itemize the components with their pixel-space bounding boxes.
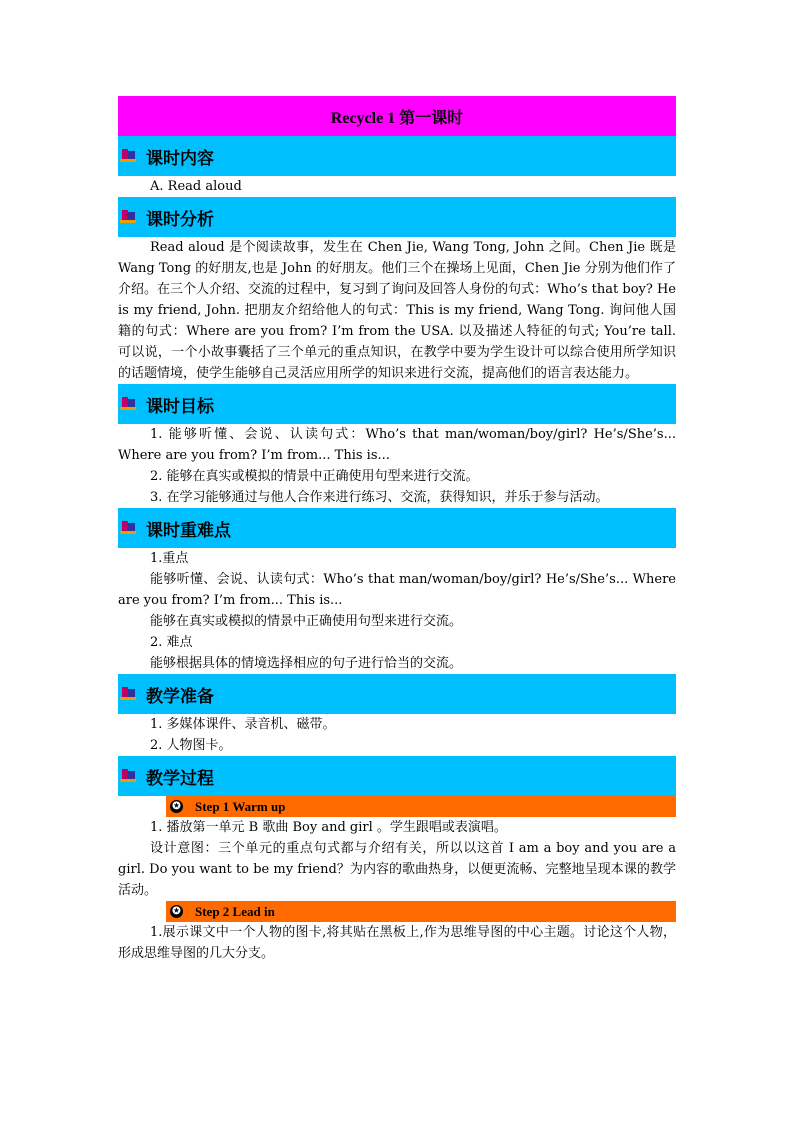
goal-item: 3. 在学习能够通过与他人合作来进行练习、交流，获得知识，并乐于参与活动。: [150, 490, 609, 505]
step-line: 1.展示课文中一个人物的图卡,将其贴在黑板上,作为思维导图的中心主题。讨论这个人物，形成思维导图的几大分支。: [118, 925, 676, 961]
goal-item: 1. 能够听懂、会说、认读句式：Who’s that man/woman/boy/girl? He’s/She’s... Where are you from? I’m from... This is...: [118, 427, 676, 463]
book-stack-icon: [122, 687, 136, 701]
step-label: Step 2 Lead in: [195, 903, 275, 919]
prep-line: 1. 多媒体课件、录音机、磁带。: [150, 717, 336, 732]
content-line: A. Read aloud: [150, 179, 242, 194]
goal-item: 2. 能够在真实或模拟的情景中正确使用句型来进行交流。: [150, 469, 479, 484]
section-heading: 课时内容: [146, 148, 214, 169]
section-heading: 课时分析: [146, 209, 214, 230]
keypoint-line: 能够听懂、会说、认读句式：Who’s that man/woman/boy/girl? He’s/She’s... Where are you from? I’m from... This is...: [118, 572, 676, 608]
analysis-text: Read aloud 是个阅读故事，发生在 Chen Jie, Wang Tong, John 之间。Chen Jie 既是 Wang Tong 的好朋友,也是 John 的好朋友。他们三个在操场上见面，Chen Jie 分别为他们作了介绍。在三个人介绍、交流的过程中，复习到了询问及回答人身份的句式：Who’s that boy? He is my friend, John. 把朋友介绍给他人的句式：This is my friend, Wang Tong. 询问他人国籍的句式：Where are you from? I’m from the USA. 以及描述人特征的句式; You’re tall. 可以说，一个小故事囊括了三个单元的重点知识，在教学中要为学生设计可以综合使用所学知识的话题情境，使学生能够自己灵活应用所学的知识来进行交流，提高他们的语言表达能力。: [118, 240, 676, 381]
section-header-process: [118, 756, 676, 796]
star-circle-icon: ✪: [170, 800, 183, 813]
section-header-analysis: [118, 197, 676, 237]
page-title: Recycle 1 第一课时: [118, 96, 676, 136]
step-label: Step 1 Warm up: [195, 798, 286, 814]
lesson-plan-page: [118, 96, 676, 964]
book-stack-icon: [122, 521, 136, 535]
keypoint-line: 2. 难点: [150, 635, 193, 650]
book-stack-icon: [122, 769, 136, 783]
star-circle-icon: ✪: [170, 905, 183, 918]
section-header-keypoints: [118, 508, 676, 548]
section-header-prep: [118, 674, 676, 714]
section-heading: 课时重难点: [146, 520, 231, 541]
book-stack-icon: [122, 210, 136, 224]
section-heading: 教学准备: [146, 686, 214, 707]
section-heading: 课时目标: [146, 396, 214, 417]
section-heading: 教学过程: [146, 768, 214, 789]
book-stack-icon: [122, 397, 136, 411]
keypoint-line: 1.重点: [150, 551, 189, 566]
step-header-warmup: [166, 796, 676, 817]
section-header-content: [118, 136, 676, 176]
step-header-leadin: [166, 901, 676, 922]
step-line: 1. 播放第一单元 B 歌曲 Boy and girl 。学生跟唱或表演唱。: [150, 820, 507, 835]
keypoint-line: 能够根据具体的情境选择相应的句子进行恰当的交流。: [150, 656, 463, 671]
prep-line: 2. 人物图卡。: [150, 738, 232, 753]
section-header-goals: [118, 384, 676, 424]
keypoint-line: 能够在真实或模拟的情景中正确使用句型来进行交流。: [150, 614, 463, 629]
step-line: 设计意图：三个单元的重点句式都与介绍有关，所以以这首 I am a boy and you are a girl. Do you want to be my friend？为内容的歌曲热身，以便更流畅、完整地呈现本课的教学活动。: [118, 841, 676, 898]
book-stack-icon: [122, 149, 136, 163]
